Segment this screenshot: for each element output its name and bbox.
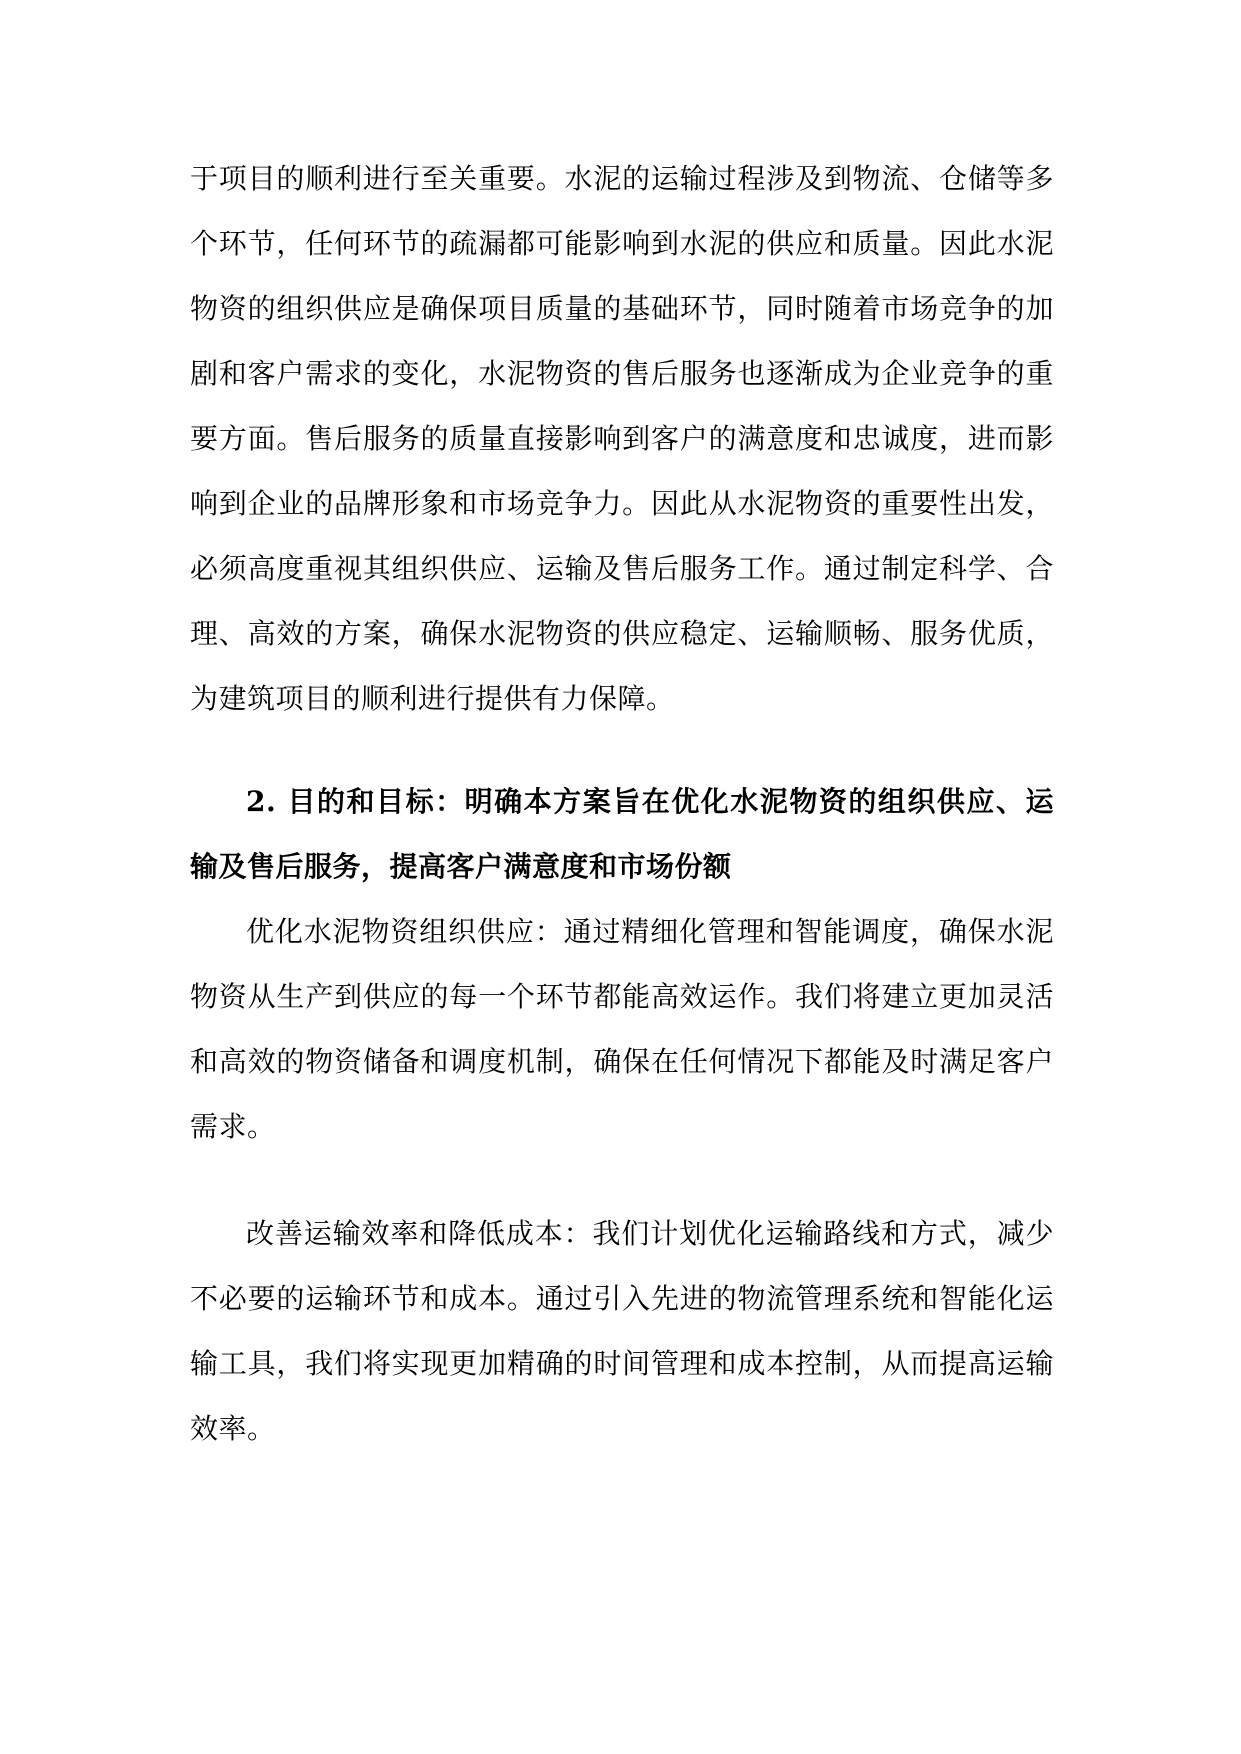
section-heading: 2. 目的和目标：明确本方案旨在优化水泥物资的组织供应、运输及售后服务，提高客户满意度和市场份额 (190, 785, 1054, 883)
intro-paragraph: 于项目的顺利进行至关重要。水泥的运输过程涉及到物流、仓储等多个环节，任何环节的疏漏都可能影响到水泥的供应和质量。因此水泥物资的组织供应是确保项目质量的基础环节，同时随着市场竞争的加剧和客户需求的变化，水泥物资的售后服务也逐渐成为企业竞争的重要方面。售后服务的质量直接影响到客户的满意度和忠诚度，进而影响到企业的品牌形象和市场竞争力。因此从水泥物资的重要性出发，必须高度重视其组织供应、运输及售后服务工作。通过制定科学、合理、高效的方案，确保水泥物资的供应稳定、运输顺畅、服务优质，为建筑项目的顺利进行提供有力保障。 (190, 162, 1054, 715)
paragraph-supply: 优化水泥物资组织供应：通过精细化管理和智能调度，确保水泥物资从生产到供应的每一个环节都能高效运作。我们将建立更加灵活和高效的物资储备和调度机制，确保在任何情况下都能及时满足客户需求。 (190, 915, 1054, 1143)
document-page (190, 146, 1054, 1461)
paragraph-transport: 改善运输效率和降低成本：我们计划优化运输路线和方式，减少不必要的运输环节和成本。通过引入先进的物流管理系统和智能化运输工具，我们将实现更加精确的时间管理和成本控制，从而提高运输效率。 (190, 1217, 1054, 1445)
